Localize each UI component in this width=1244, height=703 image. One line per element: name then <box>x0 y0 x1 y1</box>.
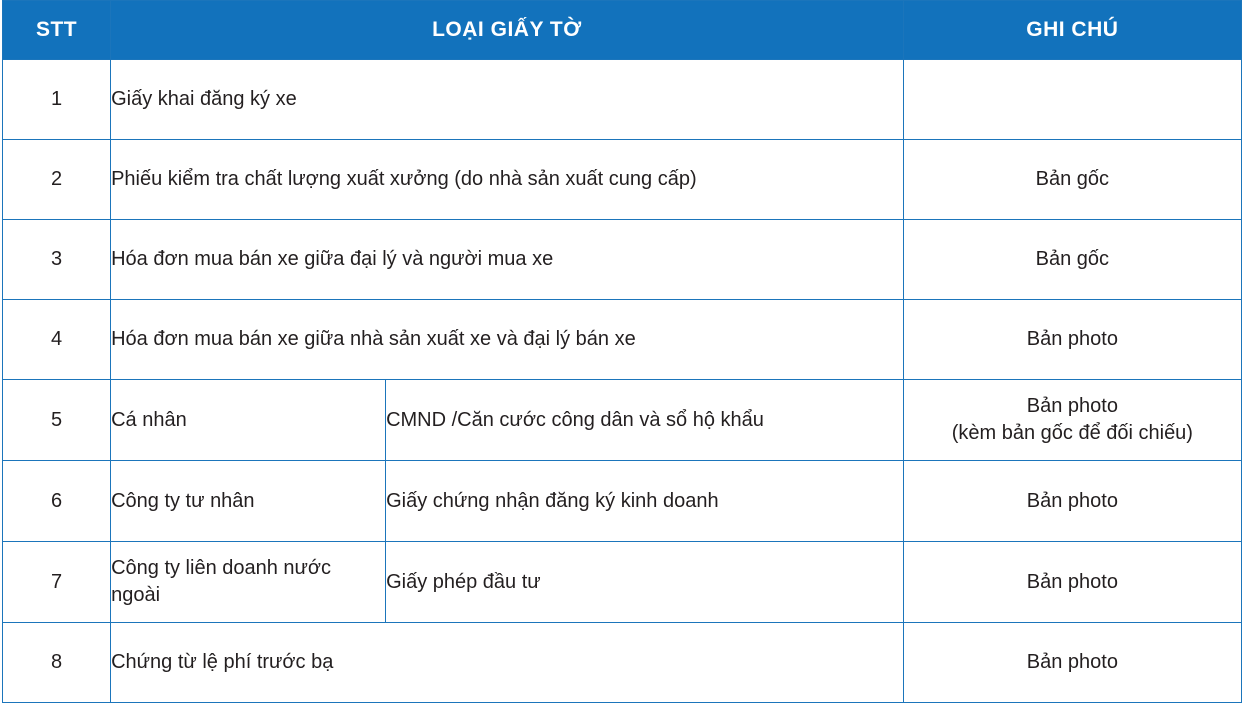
table-header-row <box>3 1 1242 60</box>
document-type-split <box>111 542 904 623</box>
document-type: Giấy khai đăng ký xe <box>111 60 904 140</box>
note-line-1: Bản photo <box>1026 395 1118 417</box>
table-row <box>3 623 1242 703</box>
table-row <box>3 220 1242 300</box>
row-number: 8 <box>3 623 111 703</box>
row-number: 1 <box>3 60 111 140</box>
table-row <box>3 461 1242 542</box>
row-number: 7 <box>3 542 111 623</box>
row-number: 4 <box>3 300 111 380</box>
document-type: Phiếu kiểm tra chất lượng xuất xưởng (do nhà sản xuất cung cấp) <box>111 140 904 220</box>
applicant-category: Công ty tư nhân <box>111 461 386 541</box>
table-row <box>3 542 1242 623</box>
document-type: Hóa đơn mua bán xe giữa đại lý và người mua xe <box>111 220 904 300</box>
document-type-split <box>111 461 904 542</box>
note: Bản photo <box>903 623 1241 703</box>
note-line-2: (kèm bản gốc để đối chiếu) <box>951 422 1193 444</box>
row-number: 5 <box>3 380 111 461</box>
column-header-note: GHI CHÚ <box>903 1 1241 60</box>
row-number: 6 <box>3 461 111 542</box>
split-cell <box>111 380 903 460</box>
document-type: Giấy chứng nhận đăng ký kinh doanh <box>386 489 719 512</box>
document-type: Chứng từ lệ phí trước bạ <box>111 623 904 703</box>
note: Bản photo <box>903 542 1241 623</box>
applicant-category: Cá nhân <box>111 380 386 460</box>
table-row <box>3 300 1242 380</box>
note <box>903 380 1241 461</box>
table-row <box>3 60 1242 140</box>
note: Bản gốc <box>903 220 1241 300</box>
document-type: CMND /Căn cước công dân và sổ hộ khẩu <box>386 408 764 431</box>
row-number: 2 <box>3 140 111 220</box>
table-header <box>3 1 1242 60</box>
column-header-stt: STT <box>3 1 111 60</box>
row-number: 3 <box>3 220 111 300</box>
document-type-split <box>111 380 904 461</box>
note: Bản photo <box>903 300 1241 380</box>
document-type: Giấy phép đầu tư <box>386 570 541 593</box>
table-body <box>3 60 1242 703</box>
document-requirements-table <box>2 0 1242 703</box>
table-row <box>3 140 1242 220</box>
note: Bản photo <box>903 461 1241 542</box>
document-type: Hóa đơn mua bán xe giữa nhà sản xuất xe và đại lý bán xe <box>111 300 904 380</box>
table-row <box>3 380 1242 461</box>
applicant-category: Công ty liên doanh nước ngoài <box>111 542 386 622</box>
split-cell <box>111 461 903 541</box>
split-cell <box>111 542 903 622</box>
column-header-document-type: LOẠI GIẤY TỜ <box>111 1 904 60</box>
note <box>903 60 1241 140</box>
note: Bản gốc <box>903 140 1241 220</box>
